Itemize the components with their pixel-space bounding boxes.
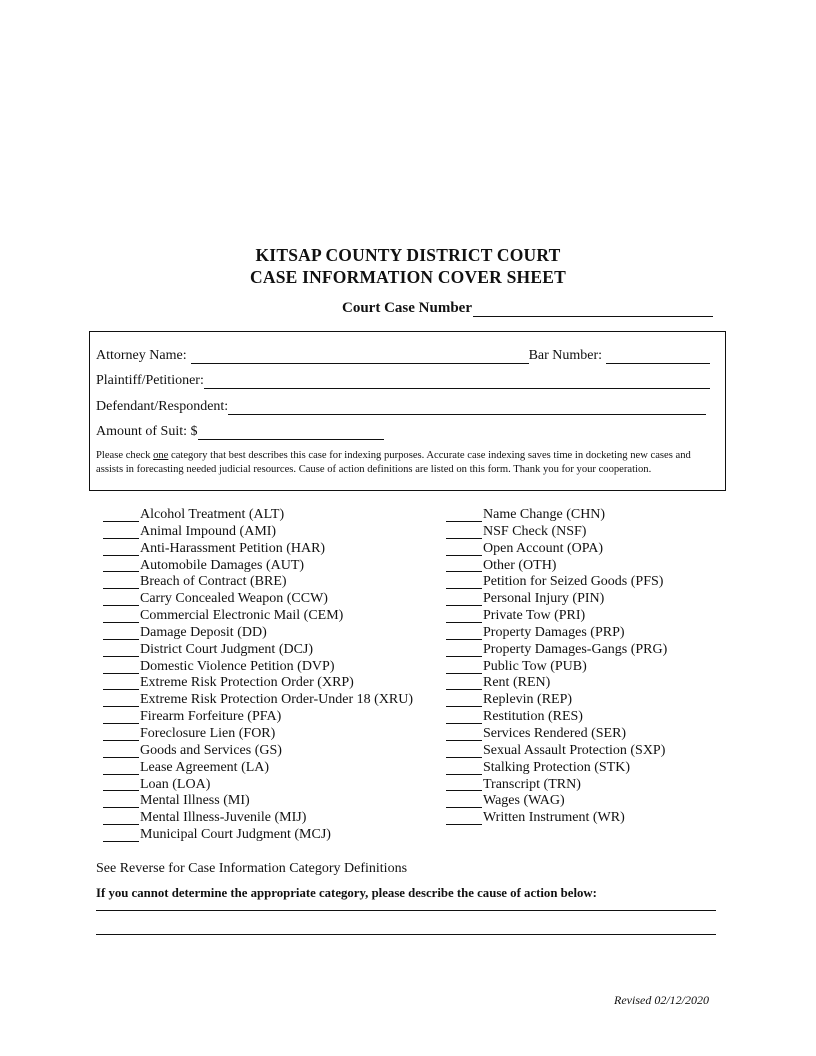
defendant-label: Defendant/Respondent: xyxy=(96,399,229,414)
category-label: Mental Illness (MI) xyxy=(140,793,250,809)
category-item xyxy=(103,709,413,726)
category-item xyxy=(446,541,667,558)
category-item xyxy=(446,507,667,524)
category-list-right xyxy=(446,507,667,827)
category-check-blank[interactable] xyxy=(446,812,482,825)
category-check-blank[interactable] xyxy=(446,694,482,707)
category-item xyxy=(103,726,413,743)
description-line-2[interactable] xyxy=(96,934,716,935)
category-item xyxy=(446,743,667,760)
revision-date: Revised 02/12/2020 xyxy=(614,993,709,1007)
category-check-blank[interactable] xyxy=(446,559,482,572)
category-label: Stalking Protection (STK) xyxy=(483,759,630,775)
category-item xyxy=(103,524,413,541)
category-item xyxy=(103,793,413,810)
category-label: Carry Concealed Weapon (CCW) xyxy=(140,591,328,607)
category-item xyxy=(446,558,667,575)
category-check-blank[interactable] xyxy=(103,711,139,724)
category-item xyxy=(446,524,667,541)
category-item xyxy=(103,591,413,608)
category-label: Foreclosure Lien (FOR) xyxy=(140,725,276,741)
category-label: Property Damages (PRP) xyxy=(483,624,625,640)
plaintiff-label: Plaintiff/Petitioner: xyxy=(96,373,204,388)
amount-label: Amount of Suit: $ xyxy=(96,424,198,439)
category-label: Domestic Violence Petition (DVP) xyxy=(140,658,335,674)
category-check-blank[interactable] xyxy=(103,559,139,572)
plaintiff-field[interactable] xyxy=(204,374,710,389)
form-title: CASE INFORMATION COVER SHEET xyxy=(250,267,566,287)
category-check-blank[interactable] xyxy=(103,526,139,539)
category-label: Name Change (CHN) xyxy=(483,507,606,522)
attorney-row xyxy=(96,348,710,364)
category-check-blank[interactable] xyxy=(103,593,139,606)
category-item xyxy=(103,659,413,676)
category-check-blank[interactable] xyxy=(103,728,139,741)
category-check-blank[interactable] xyxy=(446,762,482,775)
category-check-blank[interactable] xyxy=(103,795,139,808)
category-label: Firearm Forfeiture (PFA) xyxy=(140,709,282,725)
attorney-name-field[interactable] xyxy=(191,349,529,364)
category-label: Loan (LOA) xyxy=(140,776,211,792)
bar-number-field[interactable] xyxy=(606,349,710,364)
category-check-blank[interactable] xyxy=(446,677,482,690)
category-item xyxy=(103,692,413,709)
category-label: Extreme Risk Protection Order-Under 18 (XRU) xyxy=(140,692,414,708)
category-check-blank[interactable] xyxy=(103,644,139,657)
case-number-label: Court Case Number xyxy=(342,300,472,316)
category-check-blank[interactable] xyxy=(103,610,139,623)
amount-field[interactable] xyxy=(198,425,384,440)
category-check-blank[interactable] xyxy=(446,661,482,674)
category-check-blank[interactable] xyxy=(446,644,482,657)
category-label: Mental Illness-Juvenile (MIJ) xyxy=(140,810,307,826)
category-label: Property Damages-Gangs (PRG) xyxy=(483,641,668,657)
case-number-field[interactable] xyxy=(473,302,713,317)
category-item xyxy=(446,659,667,676)
category-item xyxy=(103,558,413,575)
description-line-1[interactable] xyxy=(96,910,716,911)
category-check-blank[interactable] xyxy=(103,509,139,522)
category-label: District Court Judgment (DCJ) xyxy=(140,641,314,657)
category-item xyxy=(103,827,413,844)
describe-prompt: If you cannot determine the appropriate category, please describe the cause of action below: xyxy=(96,886,597,900)
category-check-blank[interactable] xyxy=(103,778,139,791)
category-label: Municipal Court Judgment (MCJ) xyxy=(140,827,331,843)
category-check-blank[interactable] xyxy=(103,694,139,707)
category-item xyxy=(103,574,413,591)
category-item xyxy=(103,642,413,659)
category-check-blank[interactable] xyxy=(446,745,482,758)
category-label: Extreme Risk Protection Order (XRP) xyxy=(140,675,354,691)
category-label: Rent (REN) xyxy=(483,675,551,691)
category-check-blank[interactable] xyxy=(446,509,482,522)
category-check-blank[interactable] xyxy=(446,610,482,623)
reverse-note: See Reverse for Case Information Category Definitions xyxy=(96,861,408,876)
category-label: Goods and Services (GS) xyxy=(140,742,282,758)
category-label: Damage Deposit (DD) xyxy=(140,624,267,640)
notice-prefix: Please check xyxy=(96,450,154,461)
category-label: Other (OTH) xyxy=(483,557,557,573)
category-label: Written Instrument (WR) xyxy=(483,810,625,826)
category-label: Personal Injury (PIN) xyxy=(483,591,605,607)
category-check-blank[interactable] xyxy=(446,711,482,724)
category-label: NSF Check (NSF) xyxy=(483,523,587,539)
category-check-blank[interactable] xyxy=(103,543,139,556)
category-item xyxy=(103,507,413,524)
category-item xyxy=(103,625,413,642)
category-item xyxy=(446,625,667,642)
category-check-blank[interactable] xyxy=(446,795,482,808)
category-check-blank[interactable] xyxy=(446,543,482,556)
amount-row xyxy=(96,424,384,440)
category-check-blank[interactable] xyxy=(103,576,139,589)
category-check-blank[interactable] xyxy=(446,526,482,539)
category-label: Open Account (OPA) xyxy=(483,540,604,556)
court-title: KITSAP COUNTY DISTRICT COURT xyxy=(255,245,561,265)
category-label: Alcohol Treatment (ALT) xyxy=(140,507,285,522)
category-check-blank[interactable] xyxy=(103,677,139,690)
category-item xyxy=(446,608,667,625)
category-item xyxy=(446,574,667,591)
category-label: Lease Agreement (LA) xyxy=(140,759,270,775)
category-check-blank[interactable] xyxy=(446,728,482,741)
notice-text: category that best describes this case for indexing purposes. Accurate case indexing saves time in docketing new cases and assists in forecasting needed judicial resources. Cause of action definitions are listed on this form. Thank you for your cooperation. xyxy=(96,450,691,475)
category-check-blank[interactable] xyxy=(103,627,139,640)
plaintiff-row xyxy=(96,373,710,389)
category-check-blank[interactable] xyxy=(103,812,139,825)
category-label: Private Tow (PRI) xyxy=(483,608,586,624)
notice-emphasis: one xyxy=(153,450,169,461)
category-check-blank[interactable] xyxy=(446,778,482,791)
category-item xyxy=(103,810,413,827)
bar-number-label: Bar Number: xyxy=(528,348,603,363)
category-item xyxy=(103,675,413,692)
category-item xyxy=(446,760,667,777)
category-item xyxy=(446,777,667,794)
category-item xyxy=(446,709,667,726)
category-label: Replevin (REP) xyxy=(483,692,573,708)
category-item xyxy=(446,591,667,608)
category-label: Sexual Assault Protection (SXP) xyxy=(483,742,666,758)
category-label: Anti-Harassment Petition (HAR) xyxy=(140,540,326,556)
case-number-row xyxy=(342,300,713,317)
category-label: Restitution (RES) xyxy=(483,709,583,725)
category-item xyxy=(103,777,413,794)
category-label: Services Rendered (SER) xyxy=(483,725,627,741)
category-check-blank[interactable] xyxy=(103,745,139,758)
category-label: Commercial Electronic Mail (CEM) xyxy=(140,608,344,624)
category-list-left xyxy=(103,507,413,844)
category-check-blank[interactable] xyxy=(446,576,482,589)
category-check-blank[interactable] xyxy=(446,593,482,606)
instructions-notice xyxy=(96,449,719,477)
category-item xyxy=(446,726,667,743)
category-item xyxy=(446,692,667,709)
category-label: Breach of Contract (BRE) xyxy=(140,574,287,590)
category-item xyxy=(103,608,413,625)
category-item xyxy=(446,642,667,659)
category-label: Automobile Damages (AUT) xyxy=(140,557,305,573)
category-item xyxy=(446,810,667,827)
defendant-row xyxy=(96,399,706,415)
category-item xyxy=(446,675,667,692)
category-item xyxy=(103,743,413,760)
category-check-blank[interactable] xyxy=(446,627,482,640)
category-check-blank[interactable] xyxy=(103,661,139,674)
defendant-field[interactable] xyxy=(228,400,706,415)
category-check-blank[interactable] xyxy=(103,829,139,842)
category-label: Animal Impound (AMI) xyxy=(140,523,277,539)
category-label: Wages (WAG) xyxy=(483,793,565,809)
category-label: Public Tow (PUB) xyxy=(483,658,587,674)
category-item xyxy=(103,541,413,558)
category-check-blank[interactable] xyxy=(103,762,139,775)
category-item xyxy=(103,760,413,777)
category-label: Petition for Seized Goods (PFS) xyxy=(483,574,664,590)
category-item xyxy=(446,793,667,810)
party-info-box xyxy=(89,331,726,491)
attorney-label: Attorney Name: xyxy=(96,348,187,363)
category-label: Transcript (TRN) xyxy=(483,776,581,792)
